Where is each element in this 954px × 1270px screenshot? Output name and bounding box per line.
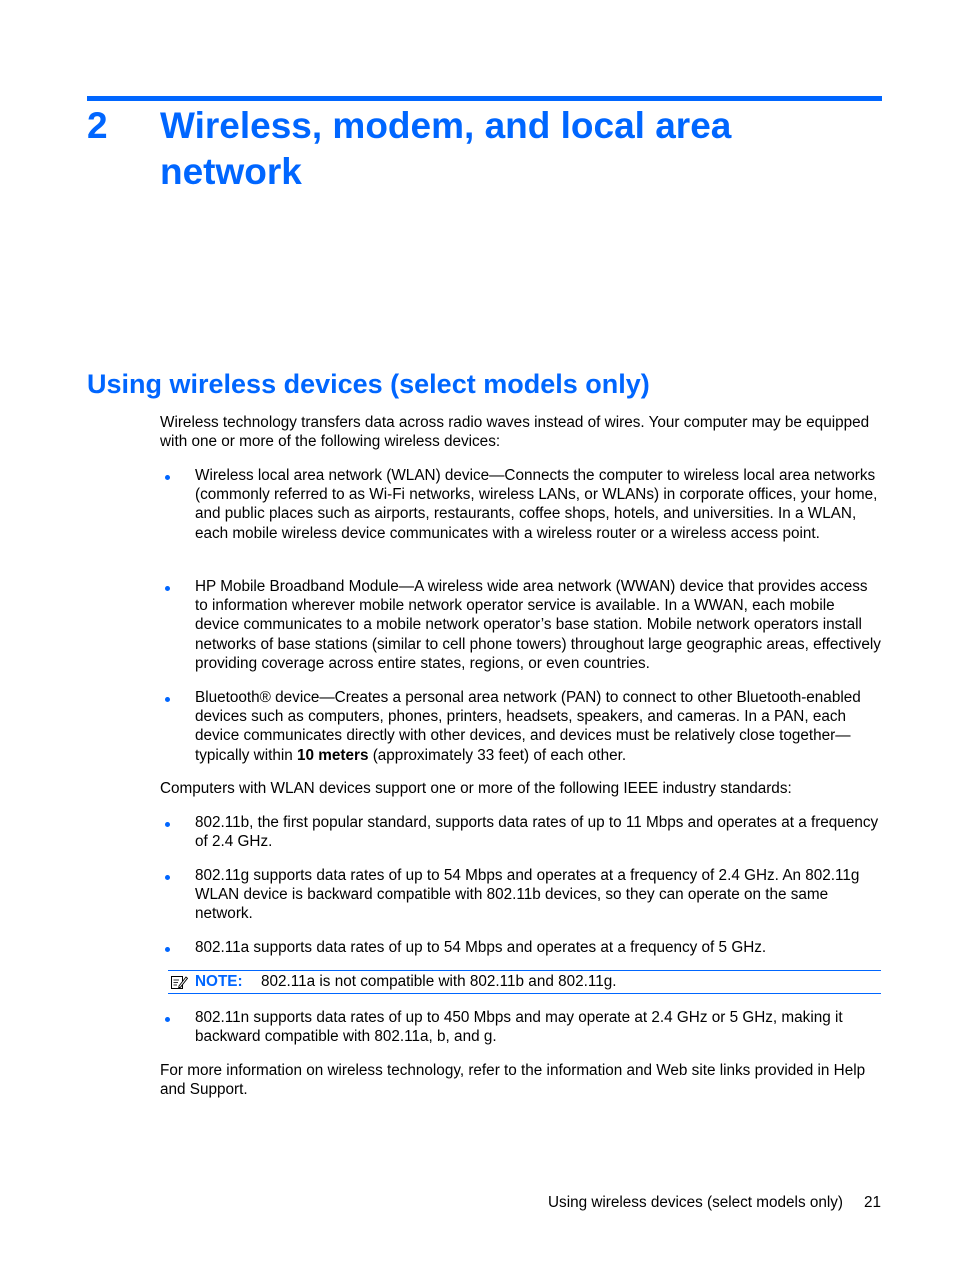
list-item-text: Wireless local area network (WLAN) device—Connects the computer to wireless local area networks (commonly referred to as Wi-Fi networks, wireless LANs, or WLANs) in corporate offices, your home, and public places such as airports, restaurants, coffee shops, hotels, and universities. In a WLAN, each mobile wireless device communicates with a wireless router or a wireless access point.	[195, 467, 878, 542]
list-item-text	[195, 688, 882, 765]
bullet-icon	[165, 875, 170, 880]
bullet-icon	[165, 586, 170, 591]
bullet-icon	[165, 1017, 170, 1022]
chapter-title: Wireless, modem, and local area network	[160, 105, 732, 192]
bullet-icon	[165, 947, 170, 952]
note-label: NOTE:	[195, 973, 243, 990]
bullet-icon	[165, 822, 170, 827]
note-box	[168, 970, 881, 994]
note-text: 802.11a is not compatible with 802.11b and 802.11g.	[261, 973, 617, 990]
bold-distance: 10 meters	[297, 746, 369, 764]
closing-paragraph: For more information on wireless technology, refer to the information and Web site links provided in Help and Support.	[160, 1062, 866, 1099]
standards-intro: Computers with WLAN devices support one or more of the following IEEE industry standards:	[160, 780, 792, 797]
chapter-rule	[87, 96, 882, 101]
footer-section-title: Using wireless devices (select models only)	[548, 1194, 843, 1211]
intro-paragraph: Wireless technology transfers data across radio waves instead of wires. Your computer may be equipped with one or more of the following wireless devices:	[160, 414, 870, 451]
list-item-text: 802.11n supports data rates of up to 450 Mbps and may operate at 2.4 GHz or 5 GHz, making it backward compatible with 802.11a, b, and g.	[195, 1009, 843, 1046]
list-item-text: 802.11b, the first popular standard, supports data rates of up to 11 Mbps and operates at a frequency of 2.4 GHz.	[195, 814, 879, 851]
section-heading: Using wireless devices (select models only)	[87, 369, 650, 399]
note-pencil-icon	[170, 974, 188, 990]
footer-page-number: 21	[863, 1194, 881, 1211]
chapter-number: 2	[87, 105, 108, 146]
list-item-text-part: (approximately 33 feet) of each other.	[368, 746, 627, 764]
bullet-icon	[165, 697, 170, 702]
list-item-text: HP Mobile Broadband Module—A wireless wide area network (WWAN) device that provides access to information wherever mobile network operator service is available. In a WWAN, each mobile device communicates to a mobile network operator’s base station. Mobile network operators install networks of base stations (similar to cell phone towers) throughout large geographic areas, effectively providing coverage across entire states, regions, or even countries.	[195, 578, 881, 672]
bullet-icon	[165, 475, 170, 480]
list-item-text: 802.11a supports data rates of up to 54 Mbps and operates at a frequency of 5 GHz.	[195, 939, 767, 956]
list-item-text: 802.11g supports data rates of up to 54 Mbps and operates at a frequency of 2.4 GHz. An 802.11g WLAN device is backward compatible with 802.11b devices, so they can operate on the same network.	[195, 867, 860, 923]
list-item-text-part: Bluetooth® device—Creates a personal area network (PAN) to connect to other Bluetooth-enabled devices such as computers, phones, printers, headsets, speakers, and cameras. In a PAN, each device communicates directly with other devices, and devices must be relatively close together—typically within	[195, 689, 861, 764]
